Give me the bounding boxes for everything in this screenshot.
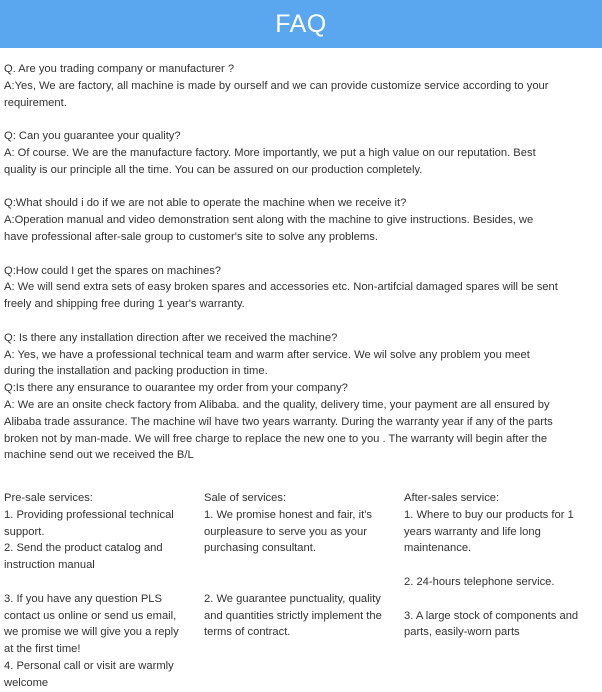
- faq-item: [4, 380, 598, 464]
- faq-answer: quality is our principle all the time. You can be assured on our production completely.: [4, 163, 423, 176]
- faq-item: [4, 61, 598, 111]
- faq-answer: A: Of course. We are the manufacture factory. More importantly, we put a high value on our reputation. Best: [4, 146, 536, 159]
- services-title: Sale of services:: [204, 492, 287, 504]
- faq-answer: A: Yes, we have a professional technical team and warm after service. We wil solve any problem you meet: [4, 348, 530, 361]
- services-line: and quantities strictly implement the: [204, 609, 382, 622]
- faq-item: [4, 128, 598, 178]
- pre-sale-services: [4, 490, 196, 692]
- services-line: 1. We promise honest and fair, it's: [204, 508, 372, 521]
- faq-question: Q:What should i do if we are not able to operate the machine when we receive it?: [4, 197, 407, 210]
- after-sales-services: [404, 490, 596, 641]
- faq-answer: Alibaba trade assurance. The machine wil have two years warranty. During the warranty year if any of the parts: [4, 415, 553, 428]
- faq-answer: during the installation and packing production in time.: [4, 365, 268, 378]
- faq-question: Q: Is there any installation direction after we received the machine?: [4, 331, 338, 344]
- faq-answer: A:Yes, We are factory, all machine is made by ourself and we can provide customize service according to your: [4, 79, 549, 92]
- sale-services: [204, 490, 402, 641]
- faq-item: [4, 330, 598, 380]
- faq-answer: A: We will send extra sets of easy broken spares and accessories etc. Non-artifcial damaged spares will be sent: [4, 281, 558, 294]
- faq-answer: broken not by man-made. We will free charge to replace the new one to you . The warranty will begin after the: [4, 432, 548, 445]
- services-line: ourpleasure to serve you as your: [204, 525, 367, 538]
- faq-answer: machine send out we received the B/L: [4, 449, 194, 462]
- faq-answer: freely and shipping free during 1 year's warranty.: [4, 298, 245, 311]
- faq-list: [4, 61, 598, 481]
- faq-item: [4, 195, 598, 245]
- services-line: welcome: [4, 676, 49, 689]
- faq-question: Q: Can you guarantee your quality?: [4, 130, 181, 143]
- faq-question: Q:How could I get the spares on machines?: [4, 264, 222, 277]
- faq-item: [4, 263, 598, 313]
- services-line: purchasing consultant.: [204, 542, 316, 555]
- services-line: 3. A large stock of components and: [404, 609, 579, 622]
- services-line: at the first time!: [4, 643, 81, 656]
- faq-answer: A: We are an onsite check factory from Alibaba. and the quality, delivery time, your payment are all ensured by: [4, 398, 550, 411]
- services-line: we promise we will give you a reply: [4, 626, 179, 639]
- services-title: After-sales service:: [404, 492, 500, 504]
- services-line: terms of contract.: [204, 626, 291, 639]
- services-line: maintenance.: [404, 542, 472, 555]
- services-title: Pre-sale services:: [4, 492, 93, 504]
- faq-question: Q. Are you trading company or manufacturer ?: [4, 63, 235, 75]
- services-line: 2. Send the product catalog and: [4, 542, 163, 555]
- services-line: instruction manual: [4, 559, 95, 572]
- services-line: 3. If you have any question PLS: [4, 592, 162, 605]
- page-title: FAQ: [275, 9, 327, 38]
- services-line: 4. Personal call or visit are warmly: [4, 659, 174, 672]
- faq-header-banner: [0, 0, 602, 48]
- services-line: 2. We guarantee punctuality, quality: [204, 592, 381, 605]
- services-line: support.: [4, 525, 45, 538]
- faq-answer: have professional after-sale group to customer's site to solve any problems.: [4, 230, 378, 243]
- services-line: 1. Providing professional technical: [4, 508, 174, 521]
- services-line: parts, easily-worn parts: [404, 626, 520, 639]
- faq-answer: A:Operation manual and video demonstration sent along with the machine to give instructions. Besides, we: [4, 214, 534, 227]
- services-line: 1. Where to buy our products for 1: [404, 508, 574, 521]
- services-line: contact us online or send us email,: [4, 609, 177, 622]
- services-line: years warranty and life long: [404, 525, 541, 538]
- services-line: 2. 24-hours telephone service.: [404, 575, 555, 588]
- faq-question: Q:Is there any ensurance to ouarantee my order from your company?: [4, 382, 348, 395]
- faq-answer: requirement.: [4, 96, 67, 109]
